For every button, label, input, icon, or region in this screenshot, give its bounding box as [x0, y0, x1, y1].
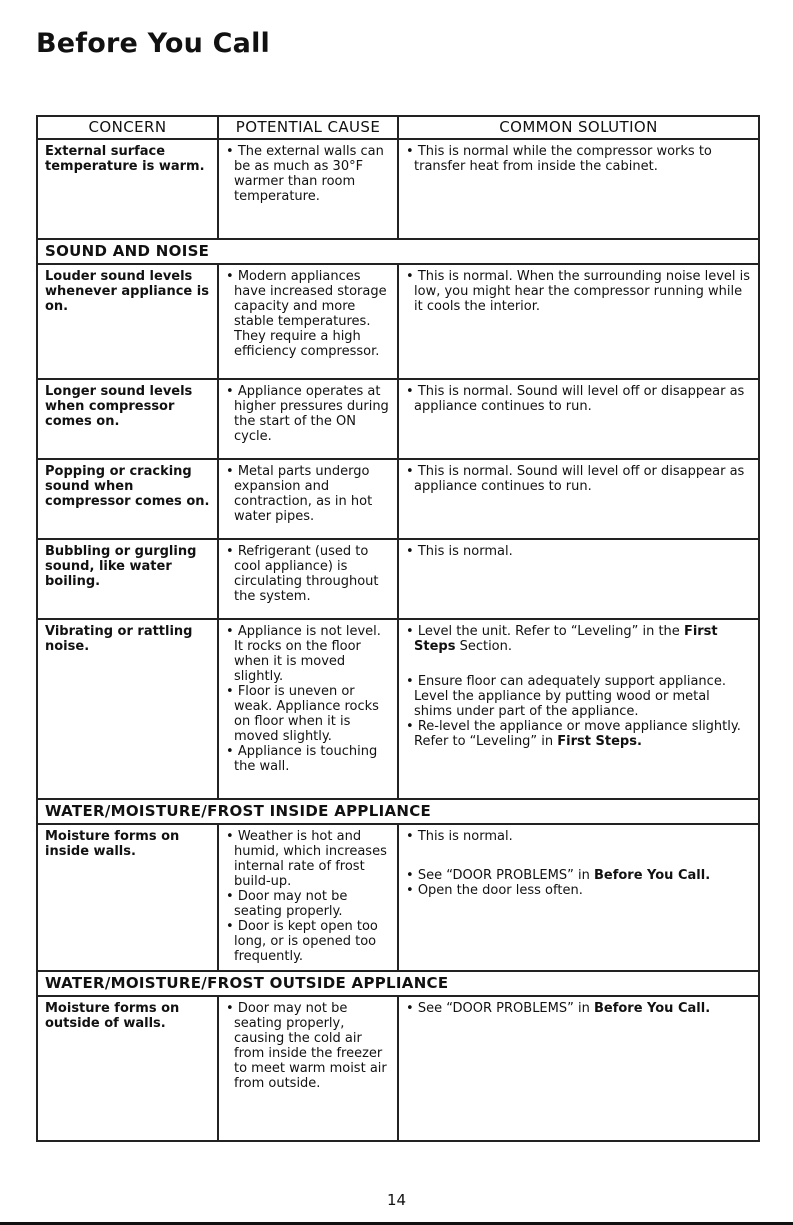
solution-cell: [398, 824, 759, 971]
cause-item: • Modern appliances have increased storage capacity and more stable temperatures. They require a high efficiency compressor.: [226, 269, 390, 359]
cause-item: • Door is kept open too long, or is opened too frequently.: [226, 919, 390, 964]
cause-item: • Appliance operates at higher pressures during the start of the ON cycle.: [226, 384, 390, 444]
solution-item: • This is normal.: [406, 829, 751, 844]
cause-cell: [218, 139, 398, 239]
table-row: [37, 996, 759, 1141]
section-row: [37, 799, 759, 824]
solution-item: • This is normal while the compressor works to transfer heat from inside the cabinet.: [406, 144, 751, 174]
section-heading-sound-and-noise: SOUND AND NOISE: [37, 239, 759, 264]
solution-item: • See “DOOR PROBLEMS” in Before You Call.: [406, 1001, 751, 1016]
header-potential-cause: POTENTIAL CAUSE: [218, 116, 398, 139]
solution-item: • This is normal.: [406, 544, 751, 559]
table-row: [37, 459, 759, 539]
concern-cell: External surface temperature is warm.: [37, 139, 218, 239]
table-header-row: [37, 116, 759, 139]
table-row: [37, 379, 759, 459]
solution-item: • This is normal. When the surrounding noise level is low, you might hear the compressor running while it cools the interior.: [406, 269, 751, 314]
solution-cell: [398, 139, 759, 239]
concern-cell: Moisture forms on outside of walls.: [37, 996, 218, 1141]
table-row: [37, 619, 759, 799]
troubleshooting-table: [36, 115, 760, 1142]
solution-cell: [398, 996, 759, 1141]
page-title: Before You Call: [36, 28, 271, 59]
section-row: [37, 971, 759, 996]
page-number: 14: [386, 1191, 407, 1209]
concern-cell: Popping or cracking sound when compressor comes on.: [37, 459, 218, 539]
table-row: [37, 264, 759, 379]
solution-cell: [398, 619, 759, 799]
solution-item: • Re-level the appliance or move appliance slightly. Refer to “Leveling” in First Steps.: [406, 719, 751, 749]
solution-cell: [398, 264, 759, 379]
table-row: [37, 824, 759, 971]
cause-item: • Weather is hot and humid, which increases internal rate of frost build-up.: [226, 829, 390, 889]
solution-item: • See “DOOR PROBLEMS” in Before You Call.: [406, 868, 751, 883]
cause-item: • Appliance is not level. It rocks on the floor when it is moved slightly.: [226, 624, 390, 684]
cause-item: • The external walls can be as much as 30°F warmer than room temperature.: [226, 144, 390, 204]
cause-cell: [218, 379, 398, 459]
cause-cell: [218, 539, 398, 619]
header-concern: CONCERN: [37, 116, 218, 139]
solution-item: • Open the door less often.: [406, 883, 751, 898]
cause-item: • Floor is uneven or weak. Appliance rocks on floor when it is moved slightly.: [226, 684, 390, 744]
table-row: [37, 539, 759, 619]
cause-cell: [218, 264, 398, 379]
cause-item: • Metal parts undergo expansion and contraction, as in hot water pipes.: [226, 464, 390, 524]
cause-cell: [218, 996, 398, 1141]
solution-item: • Ensure floor can adequately support appliance. Level the appliance by putting wood or metal shims under part of the appliance.: [406, 674, 751, 719]
cause-cell: [218, 619, 398, 799]
cause-item: • Door may not be seating properly.: [226, 889, 390, 919]
concern-cell: Longer sound levels when compressor comes on.: [37, 379, 218, 459]
concern-cell: Bubbling or gurgling sound, like water boiling.: [37, 539, 218, 619]
cause-cell: [218, 459, 398, 539]
concern-cell: Louder sound levels whenever appliance is on.: [37, 264, 218, 379]
solution-item: • Level the unit. Refer to “Leveling” in the First Steps Section.: [406, 624, 751, 654]
solution-item: • This is normal. Sound will level off or disappear as appliance continues to run.: [406, 384, 751, 414]
table-row: [37, 139, 759, 239]
solution-cell: [398, 459, 759, 539]
solution-item: • This is normal. Sound will level off or disappear as appliance continues to run.: [406, 464, 751, 494]
section-heading-frost-inside: WATER/MOISTURE/FROST INSIDE APPLIANCE: [37, 799, 759, 824]
solution-cell: [398, 379, 759, 459]
concern-cell: Moisture forms on inside walls.: [37, 824, 218, 971]
solution-cell: [398, 539, 759, 619]
section-row: [37, 239, 759, 264]
cause-item: • Refrigerant (used to cool appliance) is circulating throughout the system.: [226, 544, 390, 604]
cause-item: • Appliance is touching the wall.: [226, 744, 390, 774]
cause-item: • Door may not be seating properly, causing the cold air from inside the freezer to meet warm moist air from outside.: [226, 1001, 390, 1091]
cause-cell: [218, 824, 398, 971]
header-common-solution: COMMON SOLUTION: [398, 116, 759, 139]
section-heading-frost-outside: WATER/MOISTURE/FROST OUTSIDE APPLIANCE: [37, 971, 759, 996]
concern-cell: Vibrating or rattling noise.: [37, 619, 218, 799]
